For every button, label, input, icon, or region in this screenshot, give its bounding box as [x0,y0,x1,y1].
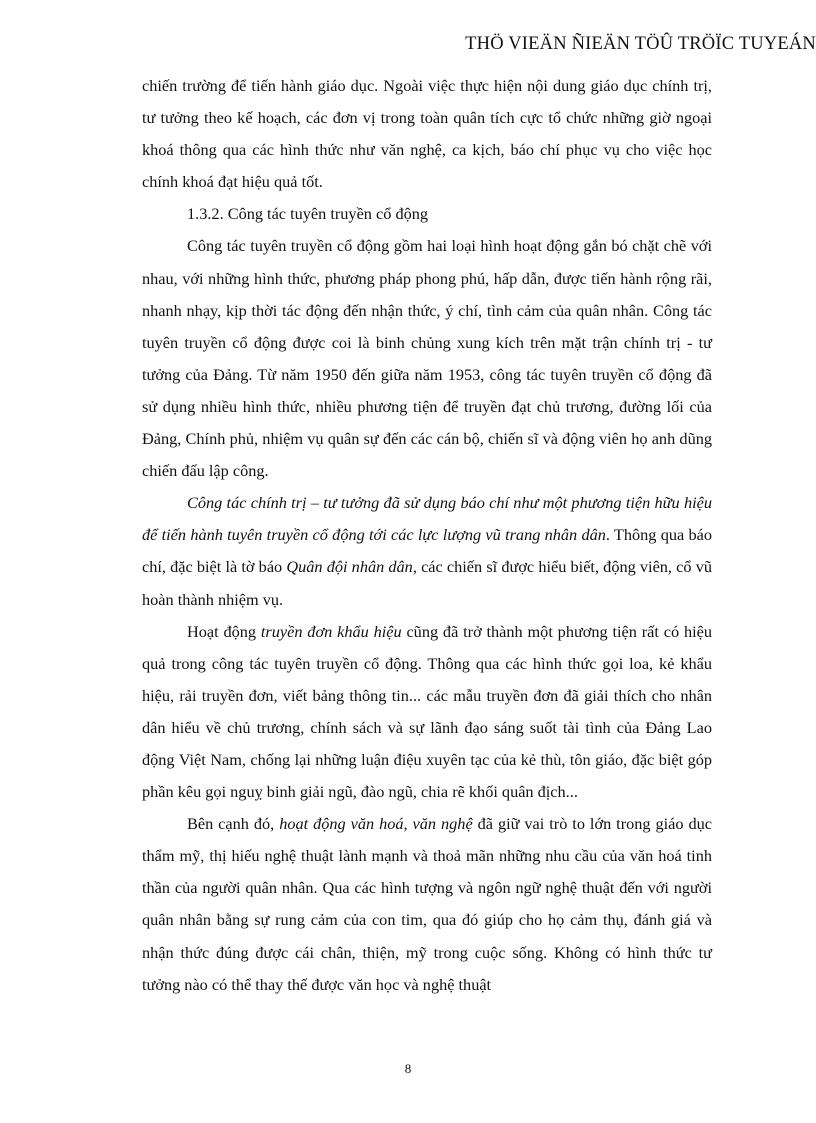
paragraph-culture-arts [142,808,712,1001]
newspaper-name: Quân đội nhân dân [286,557,413,577]
paragraph-leaflets [142,616,712,809]
leaflets-italic-text: truyền đơn khẩu hiệu [260,621,402,641]
culture-italic-text: hoạt động văn hoá, văn nghệ [279,814,473,834]
press-text-b: , các chiến sĩ được hiểu biết, động viên, cổ vũ hoàn thành nhiệm vụ. [142,557,712,609]
document-body [142,70,712,1001]
page-number: 8 [404,1061,412,1076]
press-italic-text: Công tác chính trị – tư tưởng đã sử dụng báo chí như một phương tiện hữu hiệu để tiến hành tuyên truyền cổ động tới các lực lượng vũ trang nhân dân [142,493,712,545]
culture-text-b: đã giữ vai trò to lớn trong giáo dục thẩm mỹ, thị hiếu nghệ thuật lành mạnh và thoả mãn những nhu cầu của văn hoá tinh thần của người quân nhân. Qua các hình tượng và ngôn ngữ nghệ thuật đến với người quân nhân bằng sự rung cảm của con tim, qua đó giúp cho họ cảm thụ, đánh giá và nhận thức đúng được cái chân, thiện, mỹ trong cuộc sống. Không có hình thức tư tưởng nào có thể thay thế được văn học và nghệ thuật [142,814,712,994]
press-text-a: . Thông qua báo chí, đặc biệt là tờ báo [142,525,713,577]
leaflets-text-b: cũng đã trở thành một phương tiện rất có hiệu quả trong công tác tuyên truyền cổ động. Thông qua các hình thức gọi loa, kẻ khẩu hiệu, rải truyền đơn, viết bảng thông tin... các mẫu truyền đơn đã giải thích cho nhân dân hiểu về chủ trương, chính sách và sự lãnh đạo sáng suốt tài tình của Đảng Lao động Việt Nam, chống lại những luận điệu xuyên tạc của kẻ thù, tôn giáo, đặc biệt góp phần kêu gọi nguỵ binh giải ngũ, đào ngũ, chia rẽ khối quân địch... [142,621,712,802]
paragraph-propaganda-overview: Công tác tuyên truyền cổ động gồm hai loại hình hoạt động gắn bó chặt chẽ với nhau, với những hình thức, phương pháp phong phú, hấp dẫn, được tiến hành rộng rãi, nhanh nhạy, kịp thời tác động đến nhận thức, ý chí, tình cảm của quân nhân. Công tác tuyên truyền cổ động được coi là binh chủng xung kích trên mặt trận chính trị - tư tưởng của Đảng. Từ năm 1950 đến giữa năm 1953, công tác tuyên truyền cổ động đã sử dụng nhiều hình thức, nhiều phương tiện để truyền đạt chủ trương, đường lối của Đảng, Chính phủ, nhiệm vụ quân sự đến các cán bộ, chiến sĩ và động viên họ anh dũng chiến đấu lập công. [142,236,712,481]
paragraph-press [142,487,712,615]
section-heading: 1.3.2. Công tác tuyên truyền cổ động [187,204,429,224]
library-watermark: THÖ VIEÄN ÑIEÄN TÖÛ TRÖÏC TUYEÁN [465,34,816,54]
paragraph-continuation: chiến trường để tiến hành giáo dục. Ngoài việc thực hiện nội dung giáo dục chính trị, tư tưởng theo kế hoạch, các đơn vị trong toàn quân tích cực tổ chức những giờ ngoại khoá thông qua các hình thức như văn nghệ, ca kịch, báo chí phục vụ cho việc học chính khoá đạt hiệu quả tốt. [142,76,712,192]
culture-text-a: Bên cạnh đó, [187,814,280,834]
leaflets-text-a: Hoạt động [187,621,261,641]
